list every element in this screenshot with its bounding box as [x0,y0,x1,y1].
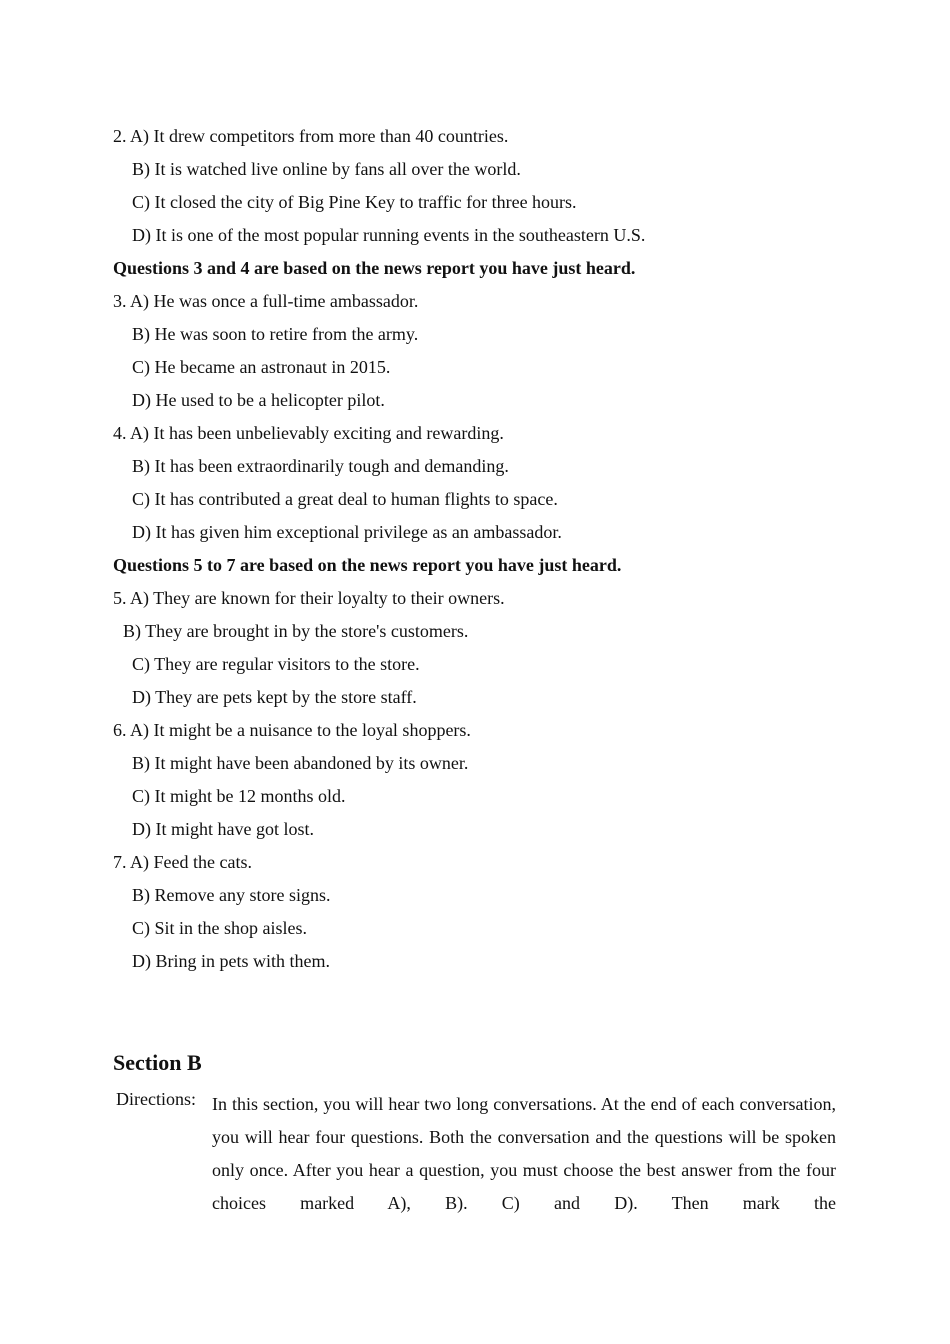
q3-option-d: D) He used to be a helicopter pilot. [132,390,385,410]
q5-option-d: D) They are pets kept by the store staff. [132,687,417,707]
directions-text: In this section, you will hear two long conversations. At the end of each conversation, you will hear four questions. Both the conversation and the questions will be spoken only once. After you hear a question, you must choose the best answer from the four choices marked A), B). C) and D). Then mark the [212,1094,836,1213]
q4-option-c: C) It has contributed a great deal to human flights to space. [132,489,558,509]
questions-5-7-heading: Questions 5 to 7 are based on the news report you have just heard. [113,555,622,575]
q2-option-d: D) It is one of the most popular running events in the southeastern U.S. [132,225,646,245]
q2-option-b: B) It is watched live online by fans all over the world. [132,159,521,179]
questions-3-4-heading: Questions 3 and 4 are based on the news report you have just heard. [113,258,636,278]
q5-option-c: C) They are regular visitors to the store. [132,654,420,674]
q7-option-a: 7. A) Feed the cats. [113,852,252,872]
q3-option-b: B) He was soon to retire from the army. [132,324,419,344]
q6-option-a: 6. A) It might be a nuisance to the loyal shoppers. [113,720,471,740]
q7-option-c: C) Sit in the shop aisles. [132,918,307,938]
q5-option-a: 5. A) They are known for their loyalty to their owners. [113,588,505,608]
q5-option-b: B) They are brought in by the store's customers. [123,621,469,641]
directions-label: Directions: [116,1089,196,1109]
q4-option-a: 4. A) It has been unbelievably exciting and rewarding. [113,423,504,443]
q4-option-d: D) It has given him exceptional privilege as an ambassador. [132,522,562,542]
q4-option-b: B) It has been extraordinarily tough and demanding. [132,456,509,476]
q2-option-c: C) It closed the city of Big Pine Key to traffic for three hours. [132,192,577,212]
q2-option-a: 2. A) It drew competitors from more than 40 countries. [113,126,509,146]
q3-option-c: C) He became an astronaut in 2015. [132,357,391,377]
q7-option-b: B) Remove any store signs. [132,885,331,905]
section-b-title: Section B [113,1050,202,1075]
q7-option-d: D) Bring in pets with them. [132,951,330,971]
q6-option-d: D) It might have got lost. [132,819,314,839]
q6-option-c: C) It might be 12 months old. [132,786,346,806]
q3-option-a: 3. A) He was once a full-time ambassador. [113,291,419,311]
q6-option-b: B) It might have been abandoned by its owner. [132,753,469,773]
